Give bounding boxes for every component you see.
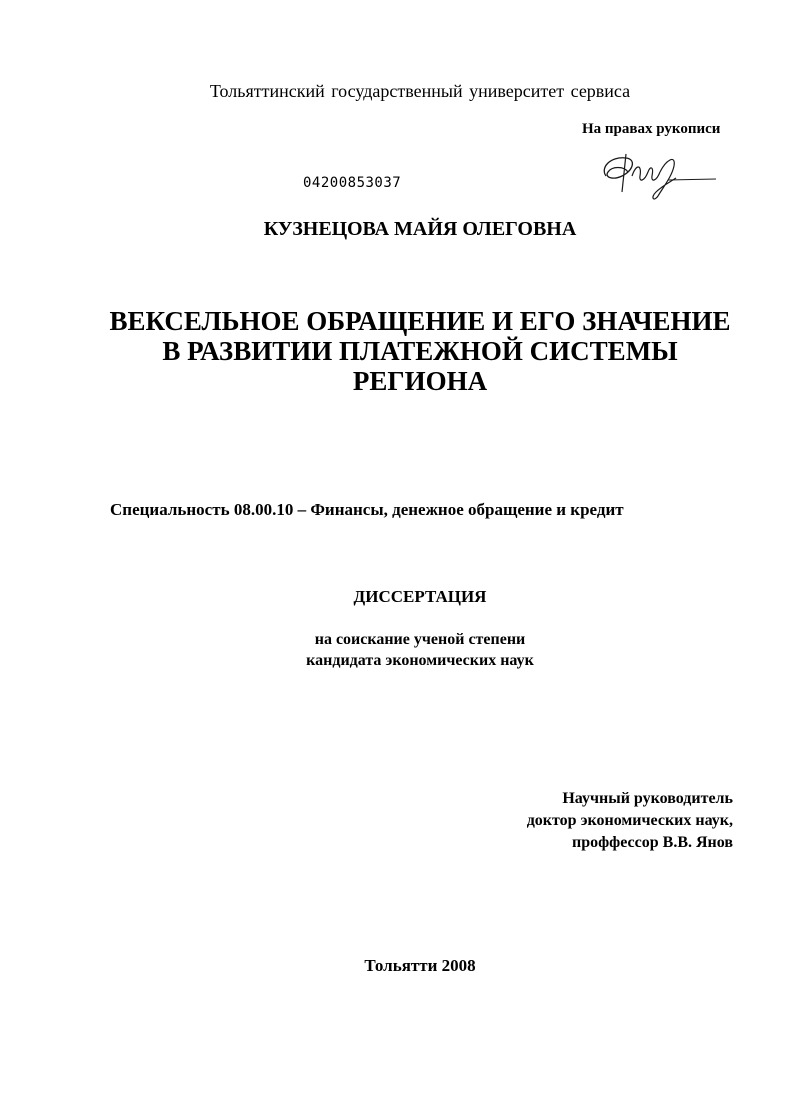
dissertation-title — [60, 306, 780, 396]
title-line: РЕГИОНА — [352, 366, 488, 396]
author-name: КУЗНЕЦОВА МАЙЯ ОЛЕГОВНА — [263, 218, 577, 240]
title-line: В РАЗВИТИИ ПЛАТЕЖНОЙ СИСТЕМЫ — [162, 336, 678, 366]
city-year: Тольятти 2008 — [364, 956, 476, 975]
document-code: 04200853037 — [303, 175, 402, 191]
degree-line: на соискание ученой степени — [314, 631, 526, 648]
work-type: ДИССЕРТАЦИЯ — [353, 587, 487, 606]
title-line: ВЕКСЕЛЬНОЕ ОБРАЩЕНИЕ И ЕГО ЗНАЧЕНИЕ — [109, 306, 731, 336]
supervisor-line: Научный руководитель — [562, 790, 733, 807]
supervisor-block — [527, 788, 733, 854]
supervisor-line: проффессор В.В. Янов — [571, 834, 733, 851]
university-name: Тольяттинский государственный университет сервиса — [209, 81, 631, 101]
manuscript-rights-label: На правах рукописи — [582, 121, 721, 137]
author-signature — [596, 146, 720, 202]
specialty: Специальность 08.00.10 – Финансы, денежное обращение и кредит — [110, 500, 624, 519]
degree-statement — [0, 629, 793, 671]
supervisor-line: доктор экономических наук, — [526, 812, 733, 829]
degree-line: кандидата экономических наук — [306, 652, 534, 669]
